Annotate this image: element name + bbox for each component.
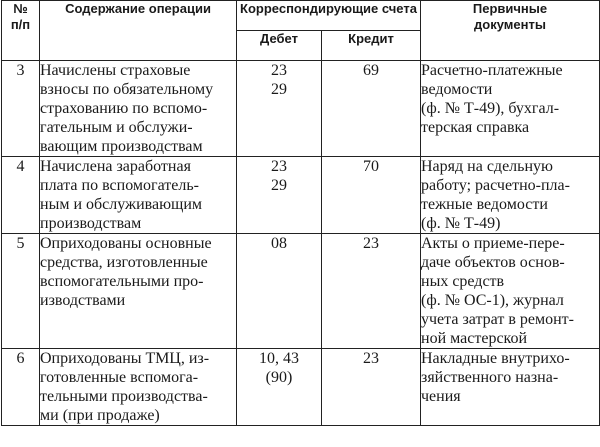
primary-documents-line: (ф. № Т-49) [421,215,501,232]
operation-description-line: тельными производства- [40,388,208,405]
header-debit: Дебет [237,31,322,61]
primary-documents [421,61,600,157]
credit-account-line: 23 [363,235,379,252]
header-number-line1: № [13,1,28,16]
primary-documents [421,234,600,349]
operation-description-line: Оприходованы ТМЦ, из- [40,350,210,367]
debit-account-line: 23 [271,158,287,175]
operation-description-line: вающим производствам [40,138,203,155]
primary-documents-line: Наряд на сдельную [421,158,553,175]
primary-documents-line: (ф. № ОС-1), журнал [421,292,564,309]
header-documents-line2: документы [474,17,546,32]
primary-documents-line: Расчетно-платежные [421,62,563,79]
debit-account-line: 08 [271,235,287,252]
primary-documents [421,349,600,426]
primary-documents-line: терская справка [421,119,530,136]
operation-description [40,349,237,426]
operation-description-line: вспомогательными про- [40,273,204,290]
header-accounts: Корреспондирующие счета [237,1,421,31]
credit-account [322,61,421,157]
operation-description-line: средства, изготовленные [40,254,208,271]
operation-description-line: готовленные вспомога- [40,369,199,386]
primary-documents-line: ведомости [421,81,493,98]
debit-account-line: 23 [271,62,287,79]
operation-description-line: Оприходованы основные [40,235,212,252]
primary-documents-line: Накладные внутрихо- [421,350,570,367]
operation-description-line: взносы по обязательному [40,81,214,98]
debit-account-line: 29 [271,177,287,194]
primary-documents-line: даче объектов основ- [421,254,565,271]
credit-account [322,349,421,426]
header-content: Содержание операции [40,1,237,61]
debit-account-line: (90) [265,369,293,386]
operation-description-line: ным и обслуживающим [40,196,203,213]
debit-account-line: 29 [271,81,287,98]
operation-description [40,157,237,234]
operation-description-line: Начислены страховые [40,62,191,79]
debit-account-line: 10, 43 [259,350,299,367]
credit-account-line: 70 [363,158,379,175]
operation-description-line: изводствами [40,292,126,309]
operation-description-line: Начислена заработная [40,158,191,175]
credit-account-line: 23 [363,350,379,367]
debit-account [237,349,322,426]
debit-account [237,157,322,234]
table-body [2,61,600,426]
table-row [2,157,600,234]
primary-documents [421,157,600,234]
operation-description [40,61,237,157]
row-number: 6 [2,349,40,426]
primary-documents-line: учета затрат в ремонт- [421,311,574,328]
table-row [2,234,600,349]
operation-description-line: производствам [40,215,142,232]
header-credit: Кредит [322,31,421,61]
header-number-line2: п/п [10,17,31,32]
operation-description-line: страхованию по вспомо- [40,100,208,117]
operation-description-line: гательным и обслужи- [40,119,193,136]
operation-description [40,234,237,349]
debit-account [237,234,322,349]
operations-table [1,0,600,426]
primary-documents-line: тежные ведомости [421,196,548,213]
header-documents [421,1,600,61]
credit-account [322,157,421,234]
operation-description-line: плата по вспомогатель- [40,177,199,194]
primary-documents-line: Акты о приеме-пере- [421,235,565,252]
primary-documents-line: (ф. № Т-49), бухгал- [421,100,560,117]
primary-documents-line: работу; расчетно-пла- [421,177,570,194]
row-number: 3 [2,61,40,157]
header-number [2,1,40,61]
primary-documents-line: чения [421,388,461,405]
row-number: 4 [2,157,40,234]
primary-documents-line: ных средств [421,273,505,290]
operation-description-line: ми (при продаже) [40,407,160,424]
debit-account [237,61,322,157]
header-documents-line1: Первичные [472,1,548,16]
primary-documents-line: ной мастерской [421,330,528,347]
table-row [2,349,600,426]
credit-account [322,234,421,349]
credit-account-line: 69 [363,62,379,79]
row-number: 5 [2,234,40,349]
primary-documents-line: зяйственного назна- [421,369,559,386]
table-row [2,61,600,157]
